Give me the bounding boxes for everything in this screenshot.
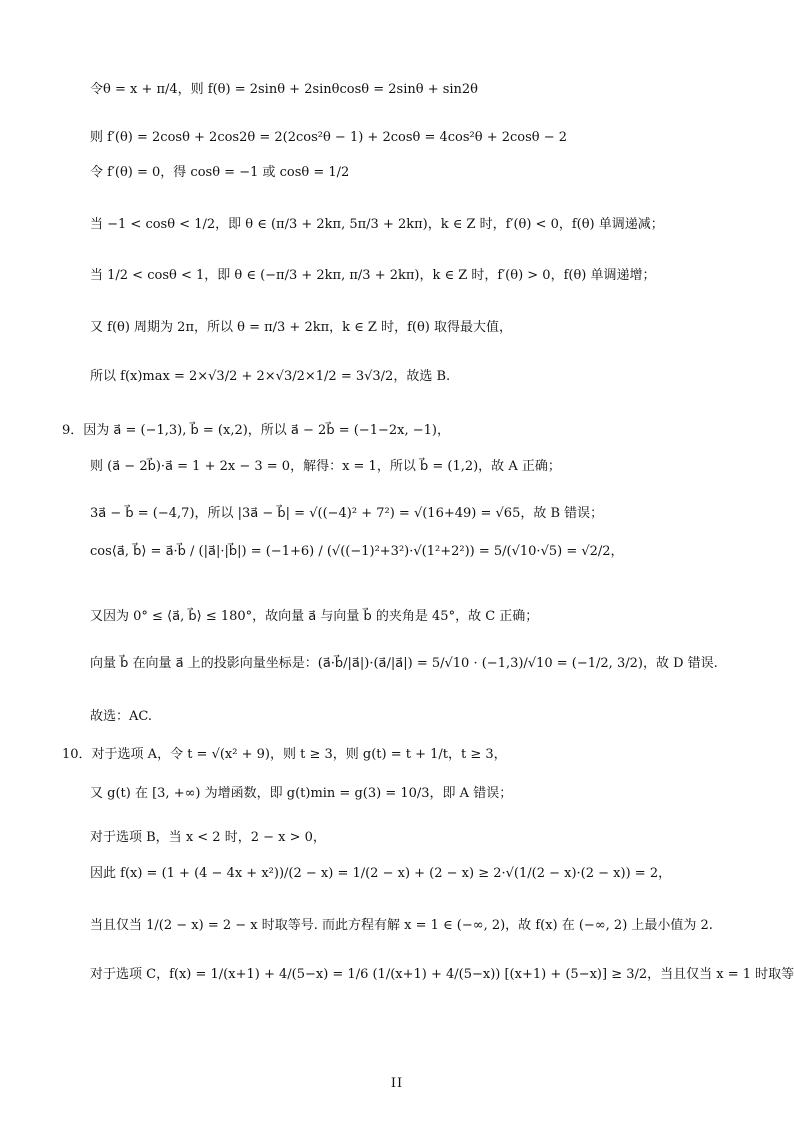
page-number: II xyxy=(390,1076,404,1091)
text-line: 则 (a⃗ − 2b⃗)·a⃗ = 1 + 2x − 3 = 0，解得：x = 1，所以 b⃗ = (1,2)，故 A 正确； xyxy=(90,459,561,474)
problem-10-heading-line: 10．对于选项 A，令 t = √(x² + 9)，则 t ≥ 3，则 g(t) = t + 1/t，t ≥ 3， xyxy=(62,747,507,762)
text-line: 则 f′(θ) = 2cosθ + 2cos2θ = 2(2cos²θ − 1) + 2cosθ = 4cos²θ + 2cosθ − 2 xyxy=(90,130,568,145)
text-line: 当且仅当 1/(2 − x) = 2 − x 时取等号. 而此方程有解 x = 1 ∈ (−∞, 2)，故 f(x) 在 (−∞, 2) 上最小值为 2. xyxy=(90,918,713,933)
answer-line: 故选：AC. xyxy=(90,709,153,724)
text-line: 又因为 0° ≤ ⟨a⃗, b⃗⟩ ≤ 180°，故向量 a⃗ 与向量 b⃗ 的夹角是 45°，故 C 正确； xyxy=(90,609,539,624)
text-line: 对于选项 C，f(x) = 1/(x+1) + 4/(5−x) = 1/6 (1/(x+1) + 4/(5−x)) [(x+1) + (5−x)] ≥ 3/2，当且仅当 x = 1 时取等 xyxy=(90,967,794,982)
text-line: 向量 b⃗ 在向量 a⃗ 上的投影向量坐标是：(a⃗·b⃗/|a⃗|)·(a⃗/|a⃗|) = 5/√10 · (−1,3)/√10 = (−1/2, 3/2)，故 D 错误. xyxy=(90,656,718,671)
text-line: 当 −1 < cosθ < 1/2，即 θ ∈ (π/3 + 2kπ, 5π/3 + 2kπ)，k ∈ Z 时，f′(θ) < 0，f(θ) 单调递减； xyxy=(90,217,664,232)
text-line: cos⟨a⃗, b⃗⟩ = a⃗·b⃗ / (|a⃗|·|b⃗|) = (−1+6) / (√((−1)²+3²)·√(1²+2²)) = 5/(√10·√5) = √2/2， xyxy=(90,544,624,559)
problem-9-heading-line: 9．因为 a⃗ = (−1,3), b⃗ = (x,2)，所以 a⃗ − 2b⃗ = (−1−2x, −1)， xyxy=(62,423,450,438)
text-line: 当 1/2 < cosθ < 1，即 θ ∈ (−π/3 + 2kπ, π/3 + 2kπ)，k ∈ Z 时，f′(θ) > 0，f(θ) 单调递增； xyxy=(90,268,656,283)
text-line: 对于选项 B，当 x < 2 时，2 − x > 0， xyxy=(90,830,326,845)
text-line: 因此 f(x) = (1 + (4 − 4x + x²))/(2 − x) = 1/(2 − x) + (2 − x) ≥ 2·√(1/(2 − x)·(2 − x)) = 2， xyxy=(90,866,672,881)
text-line: 令θ = x + π/4，则 f(θ) = 2sinθ + 2sinθcosθ = 2sinθ + sin2θ xyxy=(90,82,479,97)
text-line: 又 f(θ) 周期为 2π，所以 θ = π/3 + 2kπ，k ∈ Z 时，f(θ) 取得最大值， xyxy=(90,320,512,335)
text-line: 3a⃗ − b⃗ = (−4,7)，所以 |3a⃗ − b⃗| = √((−4)² + 7²) = √(16+49) = √65，故 B 错误； xyxy=(90,506,604,521)
text-line: 令 f′(θ) = 0，得 cosθ = −1 或 cosθ = 1/2 xyxy=(90,165,350,180)
text-line: 所以 f(x)max = 2×√3/2 + 2×√3/2×1/2 = 3√3/2，故选 B. xyxy=(90,369,451,384)
text-line: 又 g(t) 在 [3, +∞) 为增函数，即 g(t)min = g(3) = 10/3，即 A 错误； xyxy=(90,786,513,801)
